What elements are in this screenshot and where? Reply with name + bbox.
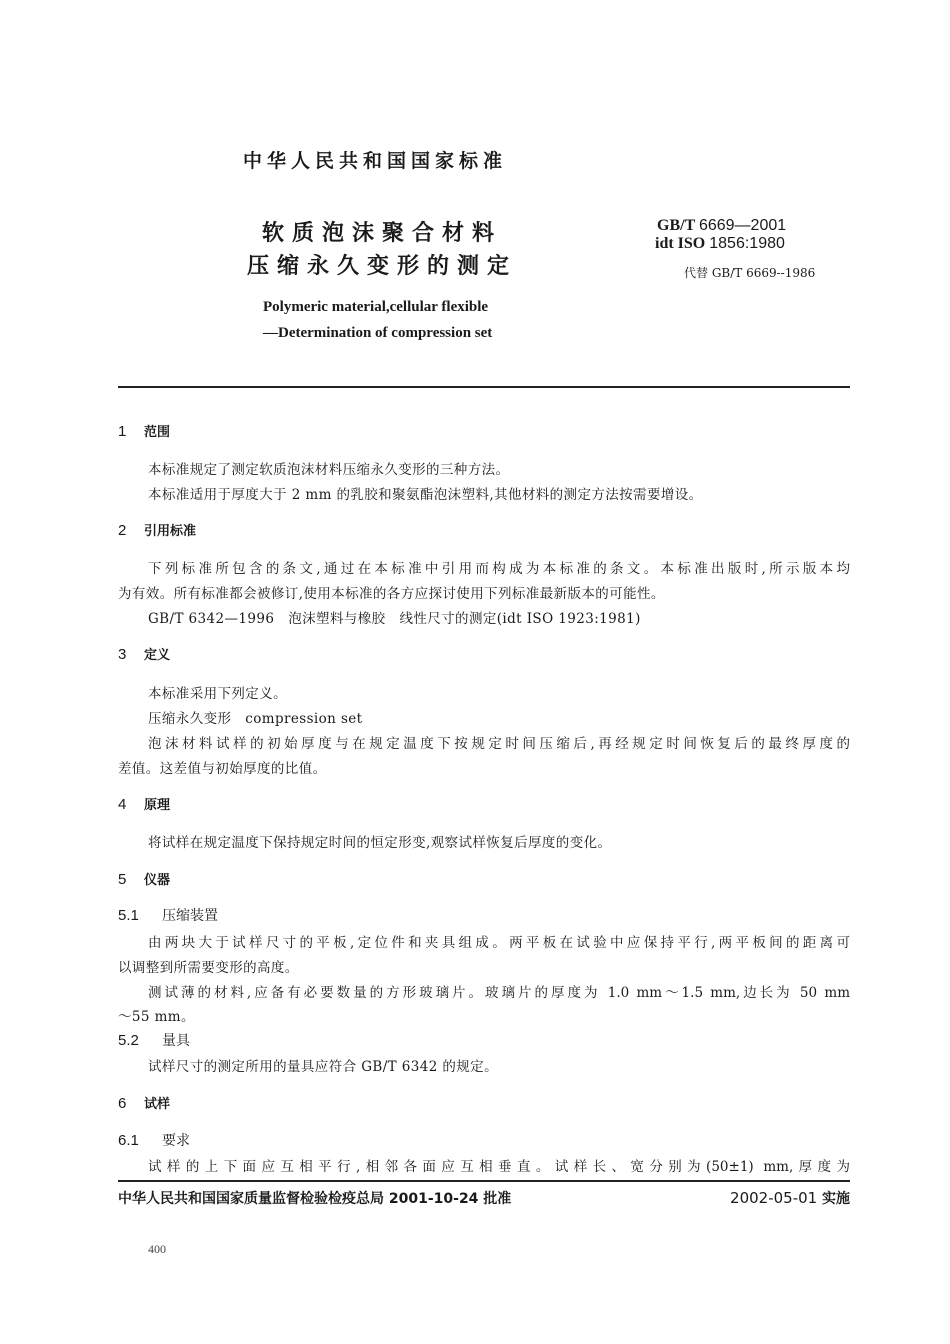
section-6-heading: [118, 1093, 170, 1112]
subsection-title: 要求: [162, 1133, 190, 1149]
section-title: 定义: [144, 648, 171, 663]
english-title-line1: Polymeric material,cellular flexible: [263, 299, 489, 315]
footer-divider: [118, 1180, 850, 1182]
section-number: 4: [118, 796, 127, 813]
english-title-line2: —Determination of compression set: [263, 325, 493, 341]
section-2-heading: [118, 520, 196, 539]
paragraph: 下列标准所包含的条文,通过在本标准中引用而构成为本标准的条文。本标准出版时,所示版本均: [148, 561, 850, 577]
section-title: 试样: [144, 1097, 171, 1112]
page-number: 400: [148, 1242, 166, 1256]
section-5-heading: [118, 869, 170, 888]
subsection-5-1-heading: [118, 905, 218, 925]
idt-prefix: idt ISO: [655, 235, 706, 252]
section-number: 1: [118, 423, 127, 440]
definition-text: 泡沫材料试样的初始厚度与在规定温度下按规定时间压缩后,再经规定时间恢复后的最终厚度的: [148, 736, 850, 752]
section-4-heading: [118, 794, 170, 813]
subsection-title: 量具: [162, 1033, 190, 1049]
subsection-number: 6.1: [118, 1132, 139, 1149]
section-number: 2: [118, 522, 127, 539]
paragraph: 试样的上下面应互相平行,相邻各面应互相垂直。试样长、宽分别为(50±1) mm,厚度为: [148, 1159, 850, 1175]
national-standard-title: 中华人民共和国国家标准: [243, 150, 508, 172]
standard-title-line2: 压缩永久变形的测定: [247, 254, 518, 279]
idt-reference: [655, 235, 785, 253]
subsection-6-1-heading: [118, 1130, 190, 1150]
section-title: 仪器: [144, 873, 171, 888]
paragraph: 本标准适用于厚度大于 2 mm 的乳胶和聚氨酯泡沫塑料,其他材料的测定方法按需要增设。: [148, 487, 703, 503]
section-1-heading: [118, 421, 170, 440]
paragraph: 测试薄的材料,应备有必要数量的方形玻璃片。玻璃片的厚度为 1.0 mm～1.5 mm,边长为 50 mm: [148, 985, 850, 1001]
subsection-title: 压缩装置: [162, 908, 218, 924]
section-number: 5: [118, 871, 127, 888]
normative-reference: GB/T 6342—1996 泡沫塑料与橡胶 线性尺寸的测定(idt ISO 1923:1981): [148, 611, 641, 627]
header-divider: [118, 386, 850, 388]
standard-prefix: GB/T: [657, 217, 695, 234]
standard-number: [657, 217, 786, 235]
section-3-heading: [118, 644, 170, 663]
standard-title-line1: 软质泡沫聚合材料: [262, 221, 503, 246]
section-number: 3: [118, 646, 127, 663]
section-title: 范围: [144, 425, 171, 440]
implementation-label: 实施: [822, 1191, 850, 1207]
paragraph: 由两块大于试样尺寸的平板,定位件和夹具组成。两平板在试验中应保持平行,两平板间的距离可: [148, 935, 850, 951]
paragraph: 试样尺寸的测定所用的量具应符合 GB/T 6342 的规定。: [148, 1059, 498, 1075]
paragraph: 为有效。所有标准都会被修订,使用本标准的各方应探讨使用下列标准最新版本的可能性。: [118, 586, 665, 602]
paragraph: 本标准规定了测定软质泡沫材料压缩永久变形的三种方法。: [148, 462, 510, 478]
section-title: 引用标准: [144, 524, 197, 539]
implementation-date-value: 2002-05-01: [730, 1189, 818, 1207]
section-title: 原理: [144, 798, 171, 813]
standard-code: 6669—2001: [698, 217, 787, 234]
implementation-date: [730, 1188, 850, 1208]
subsection-number: 5.1: [118, 907, 139, 924]
paragraph: ～55 mm。: [118, 1009, 195, 1025]
paragraph: 以调整到所需要变形的高度。: [118, 960, 299, 976]
subsection-number: 5.2: [118, 1032, 139, 1049]
paragraph: 将试样在规定温度下保持规定时间的恒定形变,观察试样恢复后厚度的变化。: [148, 835, 612, 851]
subsection-5-2-heading: [118, 1030, 190, 1050]
definition-text: 差值。这差值与初始厚度的比值。: [118, 761, 327, 777]
definition-term: 压缩永久变形 compression set: [148, 711, 363, 727]
replaces-standard: 代替 GB/T 6669--1986: [684, 266, 816, 280]
paragraph: 本标准采用下列定义。: [148, 686, 287, 702]
section-number: 6: [118, 1095, 127, 1112]
idt-code: 1856:1980: [709, 235, 785, 252]
approval-statement: 中华人民共和国国家质量监督检验检疫总局 2001-10-24 批准: [118, 1191, 512, 1207]
